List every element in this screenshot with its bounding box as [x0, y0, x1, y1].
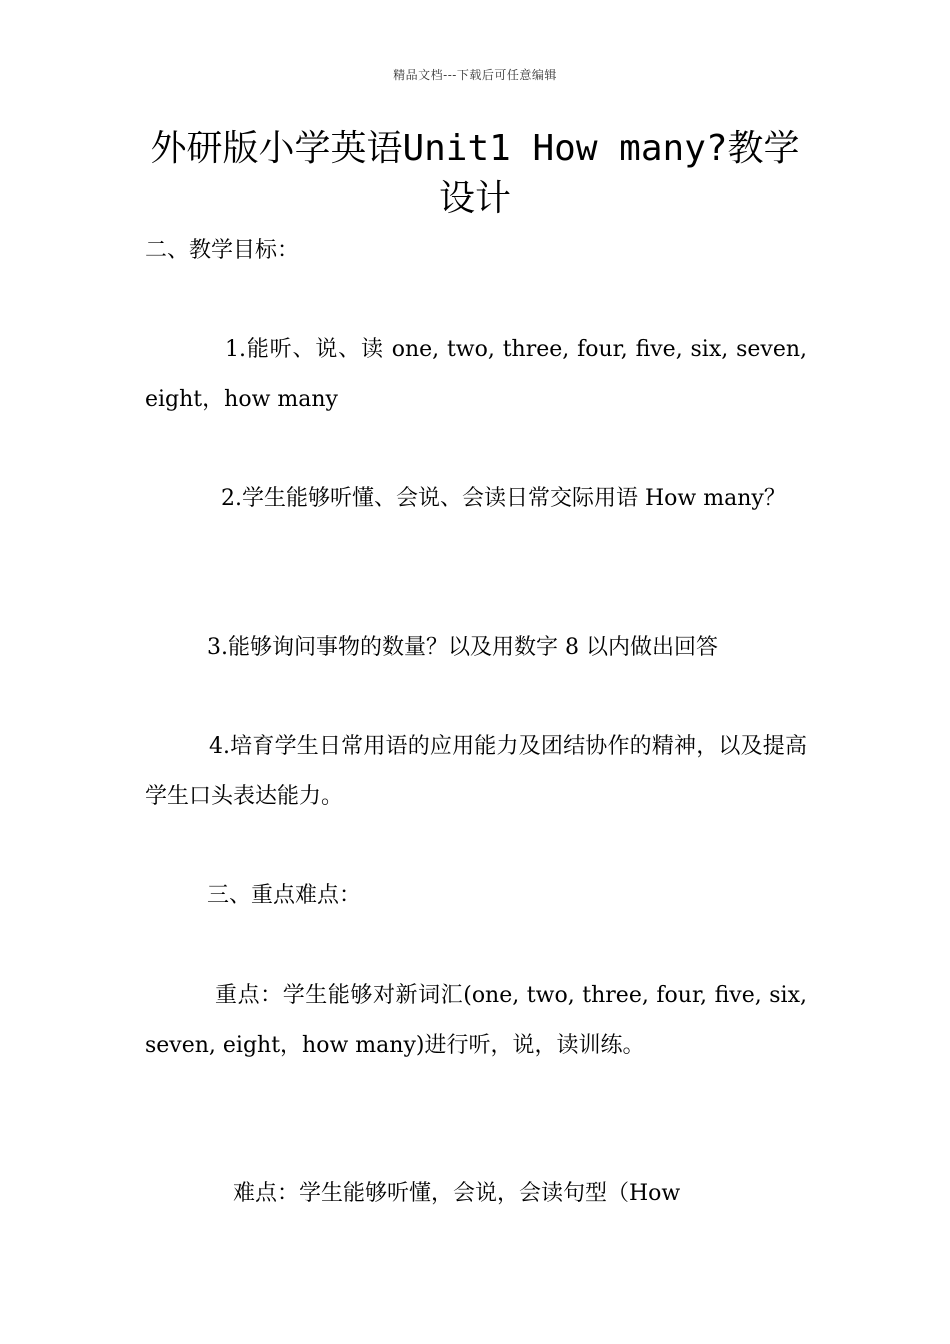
section-heading-objectives: 二、教学目标：: [145, 238, 300, 263]
objective-item-1: 1.能听、说、读 one, two, three, four, five, six, seven, eight，how many: [145, 337, 807, 412]
objective-item-4: 4.培育学生日常用语的应用能力及团结协作的精神，以及提高学生口头表达能力。: [145, 734, 807, 809]
header-note: 精品文档---下载后可任意编辑: [393, 68, 557, 82]
section-heading-key-points: 三、重点难点：: [207, 883, 362, 908]
key-point-paragraph: 重点：学生能够对新词汇(one, two, three, four, five, six, seven, eight，how many)进行听，说，读训练。: [145, 983, 807, 1058]
difficulty-paragraph: 难点：学生能够听懂，会说，会读句型（How: [233, 1181, 681, 1206]
document-title: 外研版小学英语Unit1 How many?教学设计: [150, 128, 800, 219]
objective-item-2: 2.学生能够听懂、会说、会读日常交际用语 How many？: [221, 486, 786, 511]
objective-item-3: 3.能够询问事物的数量？以及用数字 8 以内做出回答: [207, 635, 718, 660]
